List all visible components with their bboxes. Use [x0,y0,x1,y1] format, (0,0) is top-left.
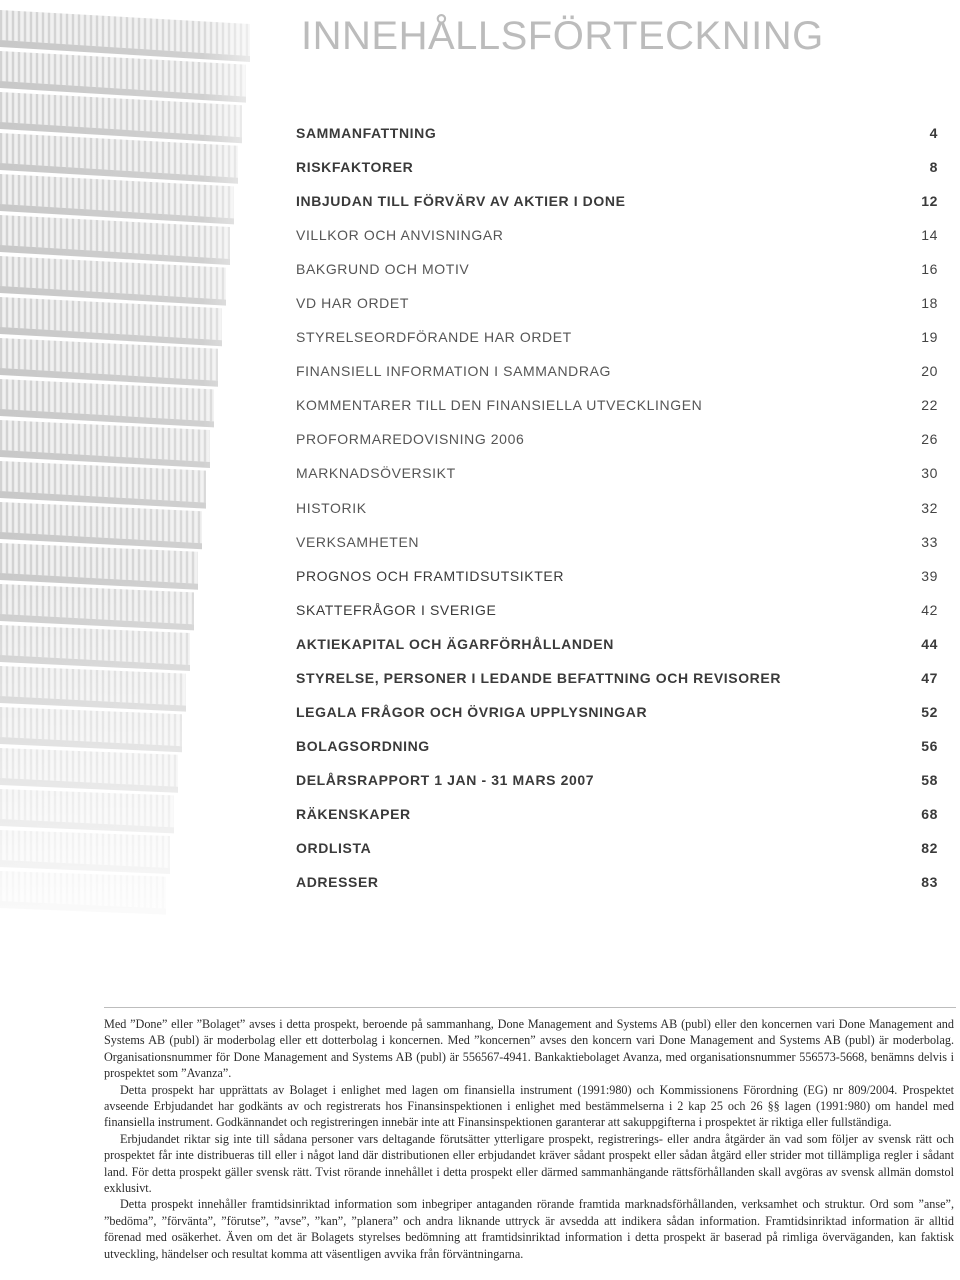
toc-entry-page: 58 [921,771,938,788]
toc-entry-label: SAMMANFATTNING [296,125,437,141]
toc-entry-label: AKTIEKAPITAL OCH ÄGARFÖRHÅLLANDEN [296,635,614,652]
toc-entry-label: STYRELSE, PERSONER I LEDANDE BEFATTNING OCH REVISORER [296,669,782,686]
toc-entry-page: 83 [921,874,938,891]
toc-entry-page: 12 [921,193,938,210]
toc-entry-page: 42 [921,601,938,618]
toc-entry-page: 33 [921,533,938,550]
toc-entry-page: 32 [921,499,938,516]
toc-entry[interactable] [296,320,938,354]
toc-entry-page: 82 [921,839,938,856]
toc-entry-label: RISKFAKTORER [296,159,414,176]
toc-entry-page: 19 [921,329,938,346]
toc-entry[interactable] [296,729,938,763]
page-title: INNEHÅLLSFÖRTECKNING [301,14,824,58]
toc-entry-page: 68 [921,805,938,822]
toc-entry[interactable] [296,422,938,456]
divider [104,1007,956,1008]
toc-entry-page: 56 [921,737,938,754]
toc-entry[interactable] [296,627,938,661]
toc-entry-label: VILLKOR OCH ANVISNINGAR [296,227,504,244]
toc-entry-page: 52 [921,703,938,720]
toc-entry[interactable] [296,661,938,695]
toc-entry-label: VERKSAMHETEN [296,533,420,550]
toc-entry-label: INBJUDAN TILL FÖRVÄRV AV AKTIER I DONE [296,193,626,210]
toc-entry-label: KOMMENTARER TILL DEN FINANSIELLA UTVECKLINGEN [296,397,703,414]
toc-entry-page: 16 [921,261,938,278]
toc-entry-label: HISTORIK [296,499,367,516]
toc-entry-label: DELÅRSRAPPORT 1 JAN - 31 MARS 2007 [296,771,595,788]
toc-entry[interactable] [296,388,938,422]
toc-entry-page: 14 [921,227,938,244]
toc-entry-label: SKATTEFRÅGOR I SVERIGE [296,601,497,618]
toc-entry-page: 44 [921,635,938,652]
toc-entry-label: BAKGRUND OCH MOTIV [296,261,470,278]
notes-paragraph: Med ”Done” eller ”Bolaget” avses i detta prospekt, beroende på sammanhang, Done Management and Systems AB (publ) eller den koncernen vari Done Management and Systems AB (publ) är moderbolag eller ett dotterbolag i koncernen. Med ”koncernen” avses den koncern vari Done Management and Systems AB (publ) är moderbolag. Organisationsnummer för Done Management and Systems AB (publ) är 556567-4941. Bankaktiebolaget Avanza, med organisationsnummer 556573-5668, benämns delvis i prospektet som ”Avanza”. [104,1017,954,1081]
toc-entry-label: ORDLISTA [296,839,372,856]
toc-entry-label: RÄKENSKAPER [296,805,411,822]
table-of-contents [296,116,938,899]
notes-paragraph: Detta prospekt har upprättats av Bolaget i enlighet med lagen om finansiella instrument (1991:980) och Kommissionens Förordning (EG) nr 809/2004. Prospektet avseende Erbjudandet har godkänts av och registrerats hos Finansinspektionen i enlighet med bestämmelserna i 2 kap 25 och 26 §§ lagen (1991:980) om handel med finansiella instrument. Godkännandet och registreringen innebär inte att Finansinspektionen garanterar att sakuppgifterna i prospektet är riktiga eller fullständiga. [104,1082,954,1130]
toc-entry[interactable] [296,797,938,831]
toc-entry-label: FINANSIELL INFORMATION I SAMMANDRAG [296,363,612,380]
toc-entry-label: STYRELSEORDFÖRANDE HAR ORDET [296,329,572,346]
toc-entry[interactable] [296,286,938,320]
toc-entry[interactable] [296,252,938,286]
toc-entry[interactable] [296,865,938,899]
toc-entry-label: BOLAGSORDNING [296,737,430,754]
legal-notes [104,1016,954,1262]
toc-entry[interactable] [296,354,938,388]
toc-entry[interactable] [296,525,938,559]
toc-entry-page: 4 [929,125,938,141]
toc-entry-label: MARKNADSÖVERSIKT [296,465,456,482]
toc-entry[interactable] [296,593,938,627]
toc-entry-page: 30 [921,465,938,482]
toc-entry[interactable] [296,150,938,184]
toc-entry-page: 39 [921,567,938,584]
stacked-papers-photo [0,0,290,950]
toc-entry[interactable] [296,763,938,797]
toc-entry-page: 26 [921,431,938,448]
toc-entry[interactable] [296,695,938,729]
toc-entry[interactable] [296,559,938,593]
toc-entry-page: 8 [929,159,938,176]
toc-entry[interactable] [296,116,938,150]
toc-entry-label: PROFORMAREDOVISNING 2006 [296,431,525,448]
toc-entry-label: LEGALA FRÅGOR OCH ÖVRIGA UPPLYSNINGAR [296,703,648,720]
toc-entry[interactable] [296,491,938,525]
toc-entry-page: 22 [921,397,938,414]
toc-entry-page: 47 [921,669,938,686]
toc-entry[interactable] [296,218,938,252]
toc-entry-label: VD HAR ORDET [296,295,409,312]
notes-paragraph: Erbjudandet riktar sig inte till sådana personer vars deltagande förutsätter ytterligare prospekt, registrerings- eller andra åtgärder än vad som följer av svensk rätt och prospektet får inte distribueras till eller i något land där distributionen eller erbjudandet kräver sådant prospekt eller sådan åtgärd eller strider mot tillämpliga regler i sådant land. För detta prospekt gäller svensk rätt. Tvist rörande innehållet i detta prospekt eller därmed sammanhängande rättsförhållanden skall avgöras av svensk allmän domstol exklusivt. [104,1131,954,1196]
toc-entry[interactable] [296,831,938,865]
toc-entry[interactable] [296,184,938,218]
toc-entry-page: 20 [921,363,938,380]
toc-entry-label: ADRESSER [296,874,379,891]
toc-entry[interactable] [296,456,938,490]
toc-entry-label: PROGNOS OCH FRAMTIDSUTSIKTER [296,567,565,584]
toc-entry-page: 18 [921,295,938,312]
notes-paragraph: Detta prospekt innehåller framtidsinriktad information som inbegriper antaganden rörande framtida marknadsförhållanden, verksamhet och struktur. Ord som ”anse”, ”bedöma”, ”förvänta”, ”förutse”, ”avse”, ”kan”, ”planera” och andra liknande uttryck är avsedda att indikera sådan information. Framtidsinriktad information är alltid förenad med osäkerhet. Även om det är Bolagets styrelses bedömning att framtidsinriktad information i detta prospekt är baserad på rimliga överväganden, kan faktisk utveckling, händelser och resultat komma att väsentligen avvika från förväntningarna. [104,1197,954,1261]
